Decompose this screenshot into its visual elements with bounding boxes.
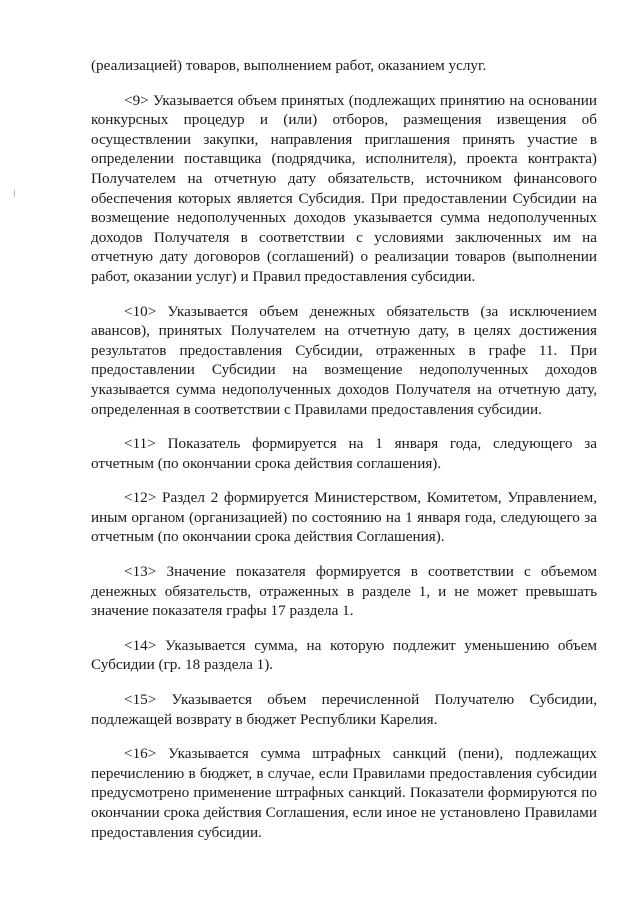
footnote-12: <12> Раздел 2 формируется Министерством, Комитетом, Управлением, иным органом (организацией) по состоянию на 1 января года, следующего за отчетным (по окончании срока действия Соглашения).	[91, 489, 597, 546]
paragraph-continuation: (реализацией) товаров, выполнением работ, оказанием услуг.	[91, 57, 487, 74]
margin-mark	[14, 190, 15, 197]
footnote-11: <11> Показатель формируется на 1 января года, следующего за отчетным (по окончании срока действия соглашения).	[91, 435, 597, 472]
document-body	[91, 56, 597, 857]
footnote-9: <9> Указывается объем принятых (подлежащих принятию на основании конкурсных процедур и (или) отборов, размещения извещения об осуществлении закупки, направления приглашения принять участие в определении поставщика (подрядчика, исполнителя), проекта контракта) Получателем на отчетную дату обязательств, источником финансового обеспечения которых является Субсидия. При предоставлении Субсидии на возмещение недополученных доходов указывается сумма недополученных доходов Получателя в соответствии с условиями заключенных им на отчетную дату договоров (соглашений) о реализации товаров (выполнении работ, оказании услуг) и Правил предоставления субсидии.	[91, 91, 597, 285]
footnote-14: <14> Указывается сумма, на которую подлежит уменьшению объем Субсидии (гр. 18 раздела 1).	[91, 636, 597, 674]
footnote-16: <16> Указывается сумма штрафных санкций (пени), подлежащих перечислению в бюджет, в случае, если Правилами предоставления субсидии предусмотрено применение штрафных санкций. Показатели формируются по окончании срока действия Соглашения, если иное не установлено Правилами предоставления субсидии.	[91, 745, 597, 841]
footnote-13: <13> Значение показателя формируется в соответствии с объемом денежных обязательств, отраженных в разделе 1, и не может превышать значение показателя графы 17 раздела 1.	[91, 563, 597, 620]
footnote-15: <15> Указывается объем перечисленной Получателю Субсидии, подлежащей возврату в бюджет Республики Карелия.	[91, 691, 597, 728]
footnote-10: <10> Указывается объем денежных обязательств (за исключением авансов), принятых Получателем на отчетную дату, в целях достижения результатов предоставления Субсидии, отраженных в графе 11. При предоставлении Субсидии на возмещение недополученных доходов указывается сумма недополученных доходов Получателя на отчетную дату, определенная в соответствии с Правилами предоставления субсидии.	[91, 302, 597, 418]
